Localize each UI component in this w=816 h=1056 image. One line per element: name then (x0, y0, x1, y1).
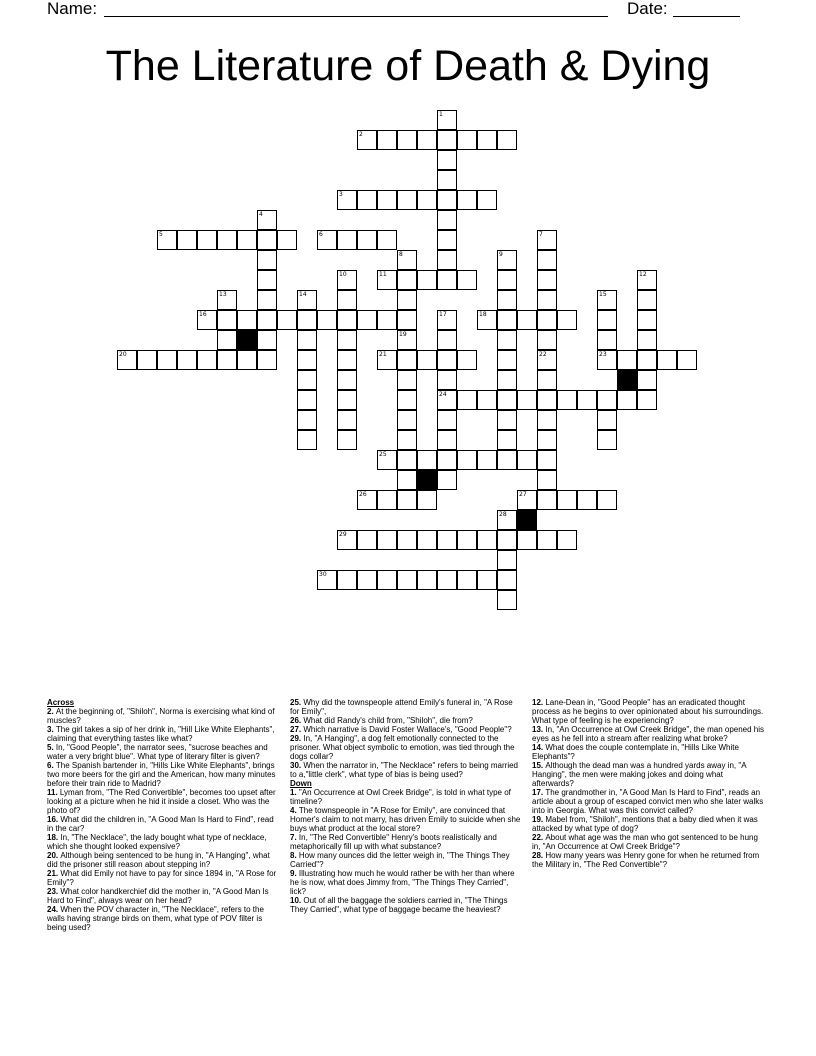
clue-item: 6. The Spanish bartender in, "Hills Like White Elephants", brings two more beers for the girl and the American, how many minutes before their train ride to Madrid? (47, 761, 276, 788)
clue-item: 9. Illustrating how much he would rather be with her than where he is now, what does Jimmy from, "The Things They Carried", lick? (290, 869, 515, 896)
grid-cell[interactable] (197, 310, 217, 330)
grid-cell[interactable] (397, 290, 417, 310)
grid-cell[interactable] (477, 450, 497, 470)
grid-cell[interactable] (377, 230, 397, 250)
clue-item: 2. At the beginning of, "Shiloh", Norma is exercising what kind of muscles? (47, 707, 275, 725)
grid-cell[interactable] (417, 350, 437, 370)
clue-item: 3. The girl takes a sip of her drink in, "Hill Like White Elephants", claiming that everything tastes like what? (47, 725, 275, 743)
clue-item: 5. In, "Good People", the narrator sees, "sucrose beaches and water a very bright blue". What type of literary filter is given? (47, 743, 268, 761)
grid-cell[interactable] (377, 350, 397, 370)
clue-item: 16. What did the children in, "A Good Man Is Hard to Find", read in the car? (47, 815, 274, 833)
clue-number: 15 (599, 291, 607, 298)
clue-item: 22. About what age was the man who got sentenced to be hung in, "An Occurrence at Owl Creek Bridge"? (532, 833, 758, 851)
grid-cell[interactable] (337, 350, 357, 370)
clue-number: 23 (599, 351, 607, 358)
grid-cell[interactable] (397, 310, 417, 330)
clue-column-3 (532, 698, 766, 869)
grid-cell[interactable] (337, 390, 357, 410)
grid-cell[interactable] (217, 290, 237, 310)
clue-item: 18. In, "The Necklace", the lady bought what type of necklace, which she thought looked expensive? (47, 833, 267, 851)
grid-cell[interactable] (517, 310, 537, 330)
grid-cell[interactable] (417, 190, 437, 210)
grid-cell[interactable] (317, 230, 337, 250)
grid-cell[interactable] (277, 310, 297, 330)
grid-cell[interactable] (297, 370, 317, 390)
grid-cell[interactable] (637, 290, 657, 310)
clue-item: 21. What did Emily not have to pay for since 1894 in, "A Rose for Emily"? (47, 869, 277, 887)
grid-cell[interactable] (497, 590, 517, 610)
grid-cell[interactable] (537, 530, 557, 550)
clue-number: 21 (379, 351, 387, 358)
grid-cell[interactable] (337, 270, 357, 290)
grid-cell[interactable] (257, 250, 277, 270)
clue-number: 13 (219, 291, 227, 298)
grid-cell[interactable] (457, 450, 477, 470)
grid-cell[interactable] (337, 190, 357, 210)
clue-number: 7 (539, 231, 543, 238)
clue-item: 29. In, "A Hanging", a dog felt emotionally connected to the prisoner. What object symbolic to emotion, was tied through the dogs collar? (290, 734, 515, 761)
clue-number: 11 (379, 271, 387, 278)
grid-cell[interactable] (537, 290, 557, 310)
grid-cell[interactable] (277, 230, 297, 250)
grid-cell[interactable] (497, 430, 517, 450)
black-cell (517, 510, 537, 530)
clue-number: 4 (259, 211, 263, 218)
grid-cell[interactable] (337, 410, 357, 430)
grid-cell[interactable] (497, 330, 517, 350)
grid-cell[interactable] (497, 270, 517, 290)
grid-cell[interactable] (437, 130, 457, 150)
grid-cell[interactable] (537, 250, 557, 270)
grid-cell[interactable] (257, 310, 277, 330)
clue-item: 25. Why did the townspeople attend Emily's funeral in, "A Rose for Emily", (290, 698, 513, 716)
grid-cell[interactable] (537, 370, 557, 390)
clue-column-1 (47, 698, 281, 932)
grid-cell[interactable] (577, 490, 597, 510)
grid-cell[interactable] (557, 530, 577, 550)
grid-cell[interactable] (437, 350, 457, 370)
grid-cell[interactable] (257, 270, 277, 290)
grid-cell[interactable] (477, 130, 497, 150)
grid-cell[interactable] (497, 290, 517, 310)
clue-number: 25 (379, 451, 387, 458)
clue-number: 30 (319, 571, 327, 578)
across-heading: Across (47, 698, 75, 707)
grid-cell[interactable] (417, 450, 437, 470)
grid-cell[interactable] (217, 330, 237, 350)
grid-cell[interactable] (397, 470, 417, 490)
grid-cell[interactable] (437, 190, 457, 210)
grid-cell[interactable] (417, 490, 437, 510)
grid-cell[interactable] (677, 350, 697, 370)
grid-cell[interactable] (357, 570, 377, 590)
clue-number: 2 (359, 131, 363, 138)
grid-cell[interactable] (397, 530, 417, 550)
grid-cell[interactable] (317, 310, 337, 330)
grid-cell[interactable] (397, 390, 417, 410)
clue-number: 19 (399, 331, 407, 338)
page-title: The Literature of Death & Dying (105, 42, 711, 90)
grid-cell[interactable] (357, 490, 377, 510)
grid-cell[interactable] (357, 530, 377, 550)
grid-cell[interactable] (597, 490, 617, 510)
grid-cell[interactable] (397, 130, 417, 150)
grid-cell[interactable] (457, 190, 477, 210)
clue-item: 4. The townspeople in "A Rose for Emily", are convinced that Homer's claim to not marry, has driven Emily to suicide when she buys what product at the local store? (290, 806, 521, 833)
grid-cell[interactable] (497, 390, 517, 410)
clue-item: 14. What does the couple contemplate in, "Hills Like White Elephants"? (532, 743, 739, 761)
clue-number: 20 (119, 351, 127, 358)
clue-item: 24. When the POV character in, "The Necklace", refers to the walls having strange birds on them, what type of POV filter is being used? (47, 905, 264, 932)
grid-cell[interactable] (477, 190, 497, 210)
black-cell (617, 370, 637, 390)
grid-cell[interactable] (537, 310, 557, 330)
clue-number: 3 (339, 191, 343, 198)
grid-cell[interactable] (397, 330, 417, 350)
clue-item: 10. Out of all the baggage the soldiers carried in, "The Things They Carried", what type of baggage became the heaviest? (290, 896, 508, 914)
grid-cell[interactable] (437, 570, 457, 590)
grid-cell[interactable] (337, 330, 357, 350)
grid-cell[interactable] (597, 310, 617, 330)
date-label: Date: (627, 0, 668, 18)
clue-item: 12. Lane-Dean in, "Good People" has an eradicated thought process as he begins to over opinionated about his surroundings. What type of feeling is he experiencing? (532, 698, 764, 725)
grid-cell[interactable] (357, 130, 377, 150)
grid-cell[interactable] (297, 430, 317, 450)
grid-cell[interactable] (497, 450, 517, 470)
grid-cell[interactable] (237, 350, 257, 370)
clue-number: 10 (339, 271, 347, 278)
clue-item: 26. What did Randy's child from, "Shiloh", die from? (290, 716, 473, 725)
grid-cell[interactable] (377, 490, 397, 510)
clue-item: 8. How many ounces did the letter weigh in, "The Things They Carried"? (290, 851, 510, 869)
clue-item: 30. When the narrator in, "The Necklace" refers to being married to a,"little clerk", what type of bias is being used? (290, 761, 519, 779)
grid-cell[interactable] (537, 390, 557, 410)
grid-cell[interactable] (477, 310, 497, 330)
grid-cell[interactable] (637, 350, 657, 370)
grid-cell[interactable] (637, 370, 657, 390)
grid-cell[interactable] (177, 350, 197, 370)
grid-cell[interactable] (397, 570, 417, 590)
grid-cell[interactable] (537, 330, 557, 350)
grid-cell[interactable] (457, 570, 477, 590)
grid-cell[interactable] (337, 370, 357, 390)
grid-cell[interactable] (417, 570, 437, 590)
grid-cell[interactable] (497, 370, 517, 390)
grid-cell[interactable] (397, 250, 417, 270)
grid-cell[interactable] (257, 290, 277, 310)
grid-cell[interactable] (297, 310, 317, 330)
grid-cell[interactable] (257, 350, 277, 370)
grid-cell[interactable] (197, 230, 217, 250)
grid-cell[interactable] (657, 350, 677, 370)
clue-number: 5 (159, 231, 163, 238)
clue-item: 15. Although the dead man was a hundred yards away in, "A Hanging", the men were making jokes and doing what afterwards? (532, 761, 747, 788)
grid-cell[interactable] (437, 530, 457, 550)
grid-cell[interactable] (257, 330, 277, 350)
grid-cell[interactable] (497, 510, 517, 530)
grid-cell[interactable] (397, 490, 417, 510)
grid-cell[interactable] (157, 230, 177, 250)
grid-cell[interactable] (497, 350, 517, 370)
grid-cell[interactable] (597, 390, 617, 410)
grid-cell[interactable] (177, 230, 197, 250)
grid-cell[interactable] (437, 270, 457, 290)
grid-cell[interactable] (437, 390, 457, 410)
grid-cell[interactable] (457, 390, 477, 410)
clue-number: 27 (519, 491, 527, 498)
grid-cell[interactable] (617, 350, 637, 370)
grid-cell[interactable] (337, 290, 357, 310)
grid-cell[interactable] (557, 310, 577, 330)
grid-cell[interactable] (397, 350, 417, 370)
clues-section (47, 698, 772, 998)
grid-cell[interactable] (137, 350, 157, 370)
grid-cell[interactable] (557, 490, 577, 510)
grid-cell[interactable] (317, 570, 337, 590)
grid-cell[interactable] (637, 270, 657, 290)
grid-cell[interactable] (337, 430, 357, 450)
grid-cell[interactable] (497, 410, 517, 430)
clue-item: 7. In, "The Red Convertible" Henry's boots realistically and metaphorically fill up with what substance? (290, 833, 497, 851)
grid-cell[interactable] (597, 410, 617, 430)
clue-column-2 (290, 698, 524, 914)
grid-cell[interactable] (437, 330, 457, 350)
grid-cell[interactable] (217, 350, 237, 370)
grid-cell[interactable] (337, 230, 357, 250)
clue-item: 13. In, "An Occurrence at Owl Creek Bridge", the man opened his eyes as he fell into a stream after realizing what broke? (532, 725, 765, 743)
grid-cell[interactable] (157, 350, 177, 370)
clue-number: 18 (479, 311, 487, 318)
grid-cell[interactable] (437, 430, 457, 450)
clue-item: 20. Although being sentenced to be hung in, "A Hanging", what did the prisoner still reason about stepping in? (47, 851, 270, 869)
grid-cell[interactable] (357, 190, 377, 210)
grid-cell[interactable] (117, 350, 137, 370)
grid-cell[interactable] (497, 530, 517, 550)
clue-number: 1 (439, 111, 443, 118)
clue-item: 11. Lyman from, "The Red Convertible", becomes too upset after looking at a picture when he hid it inside a closet. Who was the photo of? (47, 788, 276, 815)
grid-cell[interactable] (397, 410, 417, 430)
grid-cell[interactable] (397, 450, 417, 470)
clue-item: 27. Which narrative is David Foster Wallace's, "Good People"? (290, 725, 512, 734)
grid-cell[interactable] (357, 310, 377, 330)
grid-cell[interactable] (377, 450, 397, 470)
clue-item: 19. Mabel from, "Shiloh", mentions that a baby died when it was attacked by what type of dog? (532, 815, 758, 833)
clue-number: 9 (499, 251, 503, 258)
grid-cell[interactable] (637, 310, 657, 330)
grid-cell[interactable] (497, 310, 517, 330)
grid-cell[interactable] (297, 330, 317, 350)
grid-cell[interactable] (637, 390, 657, 410)
grid-cell[interactable] (457, 530, 477, 550)
grid-cell[interactable] (437, 170, 457, 190)
grid-cell[interactable] (617, 390, 637, 410)
grid-cell[interactable] (337, 530, 357, 550)
clue-number: 12 (639, 271, 647, 278)
grid-cell[interactable] (537, 230, 557, 250)
grid-cell[interactable] (377, 310, 397, 330)
grid-cell[interactable] (597, 330, 617, 350)
grid-cell[interactable] (537, 490, 557, 510)
grid-cell[interactable] (397, 370, 417, 390)
black-cell (237, 330, 257, 350)
grid-cell[interactable] (497, 130, 517, 150)
clue-number: 14 (299, 291, 307, 298)
grid-cell[interactable] (297, 290, 317, 310)
grid-cell[interactable] (237, 230, 257, 250)
grid-cell[interactable] (437, 210, 457, 230)
grid-cell[interactable] (357, 230, 377, 250)
grid-cell[interactable] (597, 350, 617, 370)
grid-cell[interactable] (337, 570, 357, 590)
clue-number: 17 (439, 311, 447, 318)
grid-cell[interactable] (377, 190, 397, 210)
grid-cell[interactable] (537, 270, 557, 290)
grid-cell[interactable] (597, 430, 617, 450)
grid-cell[interactable] (437, 110, 457, 130)
clue-number: 6 (319, 231, 323, 238)
grid-cell[interactable] (257, 230, 277, 250)
grid-cell[interactable] (337, 310, 357, 330)
grid-cell[interactable] (237, 310, 257, 330)
grid-cell[interactable] (477, 390, 497, 410)
grid-cell[interactable] (457, 350, 477, 370)
clue-item: 17. The grandmother in, "A Good Man Is Hard to Find", reads an article about a group of escaped convict men who she later walks into in Georgia. What was this convict called? (532, 788, 764, 815)
grid-cell[interactable] (517, 390, 537, 410)
grid-cell[interactable] (297, 390, 317, 410)
grid-cell[interactable] (637, 330, 657, 350)
grid-cell[interactable] (597, 290, 617, 310)
clue-number: 29 (339, 531, 347, 538)
grid-cell[interactable] (557, 390, 577, 410)
clue-number: 8 (399, 251, 403, 258)
grid-cell[interactable] (437, 150, 457, 170)
grid-cell[interactable] (517, 490, 537, 510)
grid-cell[interactable] (537, 410, 557, 430)
grid-cell[interactable] (197, 350, 217, 370)
grid-cell[interactable] (477, 570, 497, 590)
grid-cell[interactable] (397, 190, 417, 210)
grid-cell[interactable] (437, 310, 457, 330)
grid-cell[interactable] (497, 570, 517, 590)
clue-item: 28. How many years was Henry gone for when he returned from the Military in, "The Red Convertible"? (532, 851, 760, 869)
grid-cell[interactable] (517, 450, 537, 470)
grid-cell[interactable] (537, 350, 557, 370)
black-cell (417, 470, 437, 490)
grid-cell[interactable] (257, 210, 277, 230)
grid-cell[interactable] (297, 410, 317, 430)
grid-cell[interactable] (457, 130, 477, 150)
grid-cell[interactable] (577, 390, 597, 410)
grid-cell[interactable] (377, 270, 397, 290)
clue-item: 23. What color handkerchief did the mother in, "A Good Man Is Hard to Find", always wear on her head? (47, 887, 269, 905)
grid-cell[interactable] (457, 270, 477, 290)
grid-cell[interactable] (437, 230, 457, 250)
grid-cell[interactable] (437, 370, 457, 390)
grid-cell[interactable] (417, 530, 437, 550)
grid-cell[interactable] (537, 450, 557, 470)
name-label: Name: (47, 0, 98, 18)
grid-cell[interactable] (497, 550, 517, 570)
grid-cell[interactable] (437, 470, 457, 490)
grid-cell[interactable] (377, 570, 397, 590)
grid-cell[interactable] (517, 530, 537, 550)
grid-cell[interactable] (437, 450, 457, 470)
grid-cell[interactable] (217, 230, 237, 250)
clue-number: 22 (539, 351, 547, 358)
grid-cell[interactable] (397, 270, 417, 290)
grid-cell[interactable] (217, 310, 237, 330)
clue-item: 1. "An Occurrence at Owl Creek Bridge", is told in what type of timeline? (290, 788, 511, 806)
grid-cell[interactable] (437, 410, 457, 430)
down-heading: Down (290, 779, 312, 788)
grid-cell[interactable] (477, 530, 497, 550)
grid-cell[interactable] (417, 270, 437, 290)
grid-cell[interactable] (377, 130, 397, 150)
clue-number: 16 (199, 311, 207, 318)
grid-cell[interactable] (417, 130, 437, 150)
grid-cell[interactable] (537, 430, 557, 450)
clue-number: 26 (359, 491, 367, 498)
clue-number: 28 (499, 511, 507, 518)
grid-cell[interactable] (377, 530, 397, 550)
grid-cell[interactable] (537, 470, 557, 490)
grid-cell[interactable] (397, 430, 417, 450)
grid-cell[interactable] (297, 350, 317, 370)
clue-number: 24 (439, 391, 447, 398)
grid-cell[interactable] (437, 250, 457, 270)
grid-cell[interactable] (497, 250, 517, 270)
